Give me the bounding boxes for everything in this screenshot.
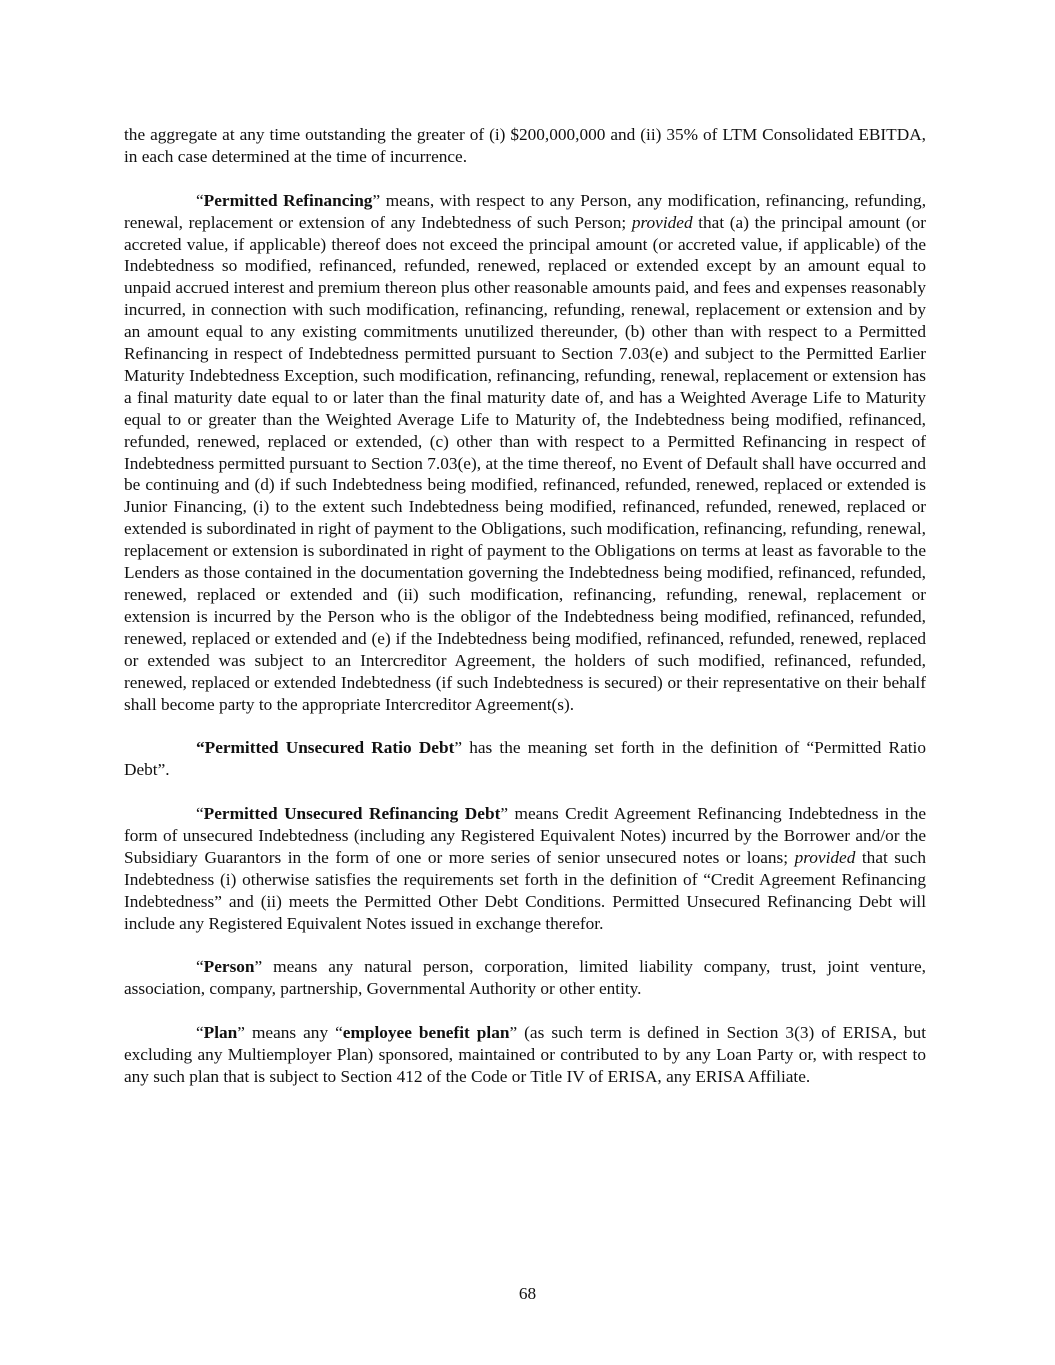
definition-plan <box>124 1022 926 1088</box>
paragraph-continuation <box>124 124 926 168</box>
definition-text: has the meaning set forth in the definition of “Permitted Ratio Debt”. <box>124 738 926 780</box>
defined-term-secondary: employee benefit plan <box>342 1023 510 1043</box>
open-quote: “ <box>196 957 204 977</box>
defined-term: “Permitted Unsecured Ratio Debt <box>196 738 455 758</box>
definition-text: that (a) the principal amount (or accreted value, if applicable) thereof does not exceed the principal amount (or accreted value, if applicable) of the Indebtedness so modified, refinanced, refunded, renewed, replaced or extended except by an amount equal to unpaid accrued interest and premium thereon plus other reasonable amounts paid, and fees and expenses reasonably incurred, in connection with such modification, refinancing, refunding, renewal, replacement or extension and by an amount equal to any existing commitments unutilized thereunder, (b) other than with respect to a Permitted Refinancing in respect of Indebtedness permitted pursuant to Section 7.03(e) and subject to the Permitted Earlier Maturity Indebtedness Exception, such modification, refinancing, refunding, renewal, replacement or extension has a final maturity date equal to or later than the final maturity date of, and has a Weighted Average Life to Maturity equal to or greater than the Weighted Average Life to Maturity of, the Indebtedness being modified, refinanced, refunded, renewed, replaced or extended, (c) other than with respect to a Permitted Refinancing in respect of Indebtedness permitted pursuant to Section 7.03(e), at the time thereof, no Event of Default shall have occurred and be continuing and (d) if such Indebtedness being modified, refinanced, refunded, renewed, replaced or extended is Junior Financing, (i) to the extent such Indebtedness being modified, refinanced, refunded, renewed, replaced or extended is subordinated in right of payment to the Obligations, such modification, refinancing, refunding, renewal, replacement or extension is subordinated in right of payment to the Obligations on terms at least as favorable to the Lenders as those contained in the documentation governing the Indebtedness being modified, refinanced, refunded, renewed, replaced or extended and (ii) such modification, refinancing, refunding, renewal, replacement or extension is incurred by the Person who is the obligor of the Indebtedness being modified, refinanced, refunded, renewed, replaced or extended and (e) if the Indebtedness being modified, refinanced, refunded, renewed, replaced or extended was subject to an Intercreditor Agreement, the holders of such modified, refinanced, refunded, renewed, replaced or extended Indebtedness (if such Indebtedness is secured) or their representative on their behalf shall become party to the appropriate Intercreditor Agreement(s). <box>124 212 926 714</box>
open-quote: “ <box>196 804 204 824</box>
paragraph-text: the aggregate at any time outstanding the greater of (i) $200,000,000 and (ii) 35% of LTM Consolidated EBITDA, in each case determined at the time of incurrence. <box>124 125 926 166</box>
definition-text: means any natural person, corporation, limited liability company, trust, joint venture, association, company, partnership, Governmental Authority or other entity. <box>124 957 926 999</box>
definition-text: ” (as such term is defined in Section 3(3) of ERISA, but excluding any Multiemployer Plan) sponsored, maintained or contributed to by any Loan Party or, with respect to any such plan that is subject to Section 412 of the Code or Title IV of ERISA, any ERISA Affiliate. <box>124 1023 927 1086</box>
definition-text: that such Indebtedness (i) otherwise satisfies the requirements set forth in the definition of “Credit Agreement Refinancing Indebtedness” and (ii) meets the Permitted Other Debt Conditions. Permitted Unsecured Refinancing Debt will include any Registered Equivalent Notes issued in exchange therefor. <box>124 847 926 933</box>
close-quote: ” <box>254 957 263 977</box>
definition-permitted-unsecured-refinancing-debt <box>124 803 926 934</box>
definition-permitted-refinancing <box>124 190 926 716</box>
open-quote: “ <box>196 1023 204 1043</box>
close-quote: ” <box>372 190 381 210</box>
close-quote: ” <box>237 1023 245 1043</box>
defined-term: Permitted Unsecured Refinancing Debt <box>203 804 501 824</box>
italic-proviso: provided <box>631 212 693 232</box>
open-quote: “ <box>196 190 204 210</box>
close-quote: ” <box>454 738 463 758</box>
page-number: 68 <box>518 1284 537 1303</box>
definition-text: means Credit Agreement Refinancing Indebtedness in the form of unsecured Indebtedness (including any Registered Equivalent Notes) incurred by the Borrower and/or the Subsidiary Guarantors in the form of one or more series of senior unsecured notes or loans; <box>124 804 926 867</box>
defined-term: Permitted Refinancing <box>203 190 373 210</box>
close-quote: ” <box>500 804 508 824</box>
italic-proviso: provided <box>794 847 856 867</box>
document-body <box>124 124 926 1110</box>
definition-person <box>124 956 926 1000</box>
defined-term: Person <box>203 957 255 977</box>
definition-permitted-unsecured-ratio-debt <box>124 737 926 781</box>
defined-term: Plan <box>203 1023 238 1043</box>
definition-text: means, with respect to any Person, any modification, refinancing, refunding, renewal, replacement or extension of any Indebtedness of such Person; <box>124 190 927 232</box>
definition-text: means any “ <box>244 1023 343 1043</box>
